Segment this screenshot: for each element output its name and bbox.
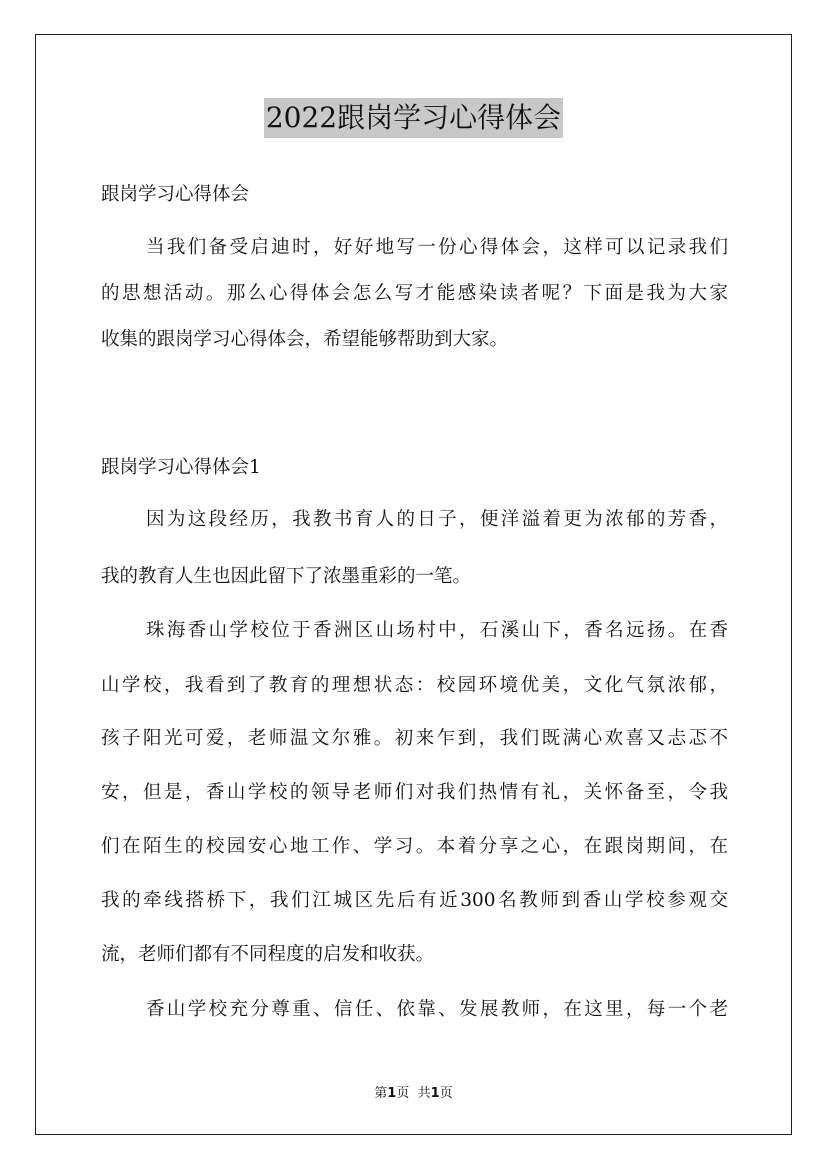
page-footer <box>0 1082 827 1101</box>
text-line: 当我们备受启迪时，好好地写一份心得体会，这样可以记录我们 <box>146 237 728 258</box>
page-suffix: 页 <box>396 1086 410 1101</box>
intro-heading: 跟岗学习心得体会 <box>101 184 250 205</box>
document-title: 2022跟岗学习心得体会 <box>264 98 563 138</box>
total-pages: 1 <box>430 1086 440 1101</box>
page-number: 1 <box>387 1086 397 1101</box>
page-prefix: 第 <box>374 1086 388 1101</box>
text-line: 山学校，我看到了教育的理想状态：校园环境优美，文化气氛浓郁， <box>101 675 728 696</box>
text-line: 们在陌生的校园安心地工作、学习。本着分享之心，在跟岗期间，在 <box>101 836 728 857</box>
text-line: 因为这段经历，我教书育人的日子，便洋溢着更为浓郁的芳香， <box>146 509 728 530</box>
section-heading: 跟岗学习心得体会1 <box>101 457 261 478</box>
text-line: 我的牵线搭桥下，我们江城区先后有近300名教师到香山学校参观交 <box>101 890 728 911</box>
text-line: 香山学校充分尊重、信任、依靠、发展教师，在这里，每一个老 <box>146 999 728 1020</box>
title-container <box>0 98 827 138</box>
total-suffix: 页 <box>439 1086 453 1101</box>
text-line: 孩子阳光可爱，老师温文尔雅。初来乍到，我们既满心欢喜又忐忑不 <box>101 728 728 749</box>
text-line: 收集的跟岗学习心得体会，希望能够帮助到大家。 <box>101 329 509 350</box>
text-line: 的思想活动。那么心得体会怎么写才能感染读者呢？下面是我为大家 <box>101 283 728 304</box>
text-line: 安，但是，香山学校的领导老师们对我们热情有礼，关怀备至，令我 <box>101 782 728 803</box>
text-line: 我的教育人生也因此留下了浓墨重彩的一笔。 <box>101 566 472 587</box>
total-prefix: 共 <box>417 1086 431 1101</box>
text-line: 流，老师们都有不同程度的启发和收获。 <box>101 944 435 965</box>
text-line: 珠海香山学校位于香洲区山场村中，石溪山下，香名远扬。在香 <box>146 620 728 641</box>
